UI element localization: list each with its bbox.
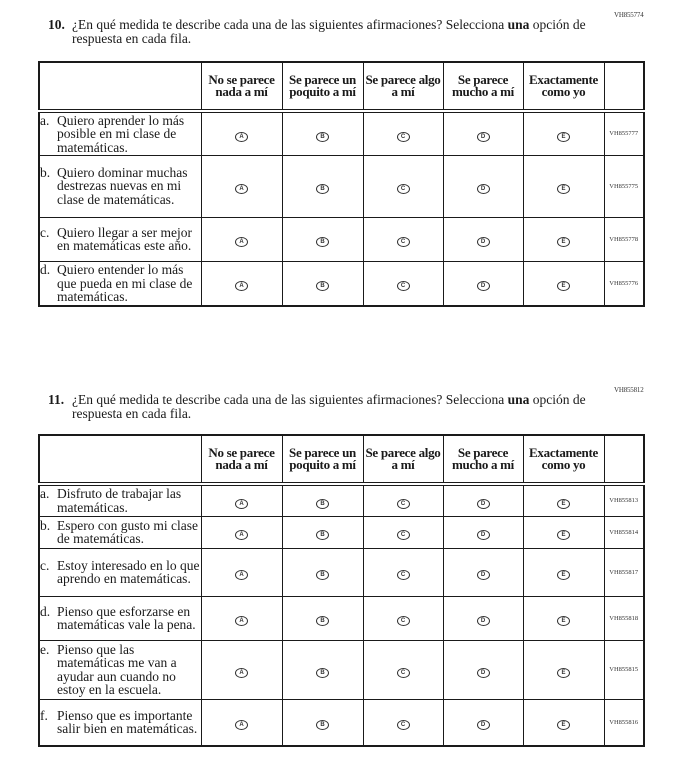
row-label: c. (40, 557, 50, 573)
statement (39, 484, 201, 516)
bubble-a[interactable]: A (235, 281, 248, 291)
table-row (39, 111, 644, 155)
statement (39, 548, 201, 596)
q10-prompt (48, 18, 588, 46)
row-text: Quiero aprender lo más posible en mi clase de matemáticas. (57, 112, 185, 155)
row-item-code: VH855813 (604, 484, 644, 516)
row-text: Pienso que esforzarse en matemáticas vale la pena. (57, 603, 196, 632)
row-item-code: VH855778 (604, 217, 644, 261)
bubble-e[interactable]: E (557, 237, 570, 247)
row-text: Quiero entender lo más que pueda en mi clase de matemáticas. (57, 262, 193, 304)
bubble-c[interactable]: C (397, 132, 410, 142)
q10-header-blank (39, 62, 201, 111)
bubble-a[interactable]: A (235, 570, 248, 580)
bubble-c[interactable]: C (397, 668, 410, 678)
row-text: Pienso que las matemáticas me van a ayudar aun cuando no estoy en la escuela. (57, 641, 177, 697)
statement (39, 155, 201, 217)
q11-header-col-a: No se parece nada a mí (201, 435, 282, 484)
statement (39, 516, 201, 548)
row-label: f. (40, 707, 48, 723)
row-label: a. (40, 112, 50, 128)
bubble-a[interactable]: A (235, 237, 248, 247)
bubble-d[interactable]: D (477, 499, 490, 509)
q11-item-code: VH855812 (614, 386, 644, 394)
bubble-d[interactable]: D (477, 281, 490, 291)
row-label: e. (40, 641, 50, 657)
statement (39, 111, 201, 155)
q10-header-col-a: No se parece nada a mí (201, 62, 282, 111)
row-label: d. (40, 603, 51, 619)
bubble-a[interactable]: A (235, 530, 248, 540)
bubble-b[interactable]: B (316, 530, 329, 540)
q11-prompt (48, 393, 588, 421)
bubble-a[interactable]: A (235, 616, 248, 626)
q10-prompt-emphasis: una (507, 17, 530, 32)
bubble-d[interactable]: D (477, 616, 490, 626)
table-row (39, 155, 644, 217)
bubble-d[interactable]: D (477, 570, 490, 580)
bubble-a[interactable]: A (235, 184, 248, 194)
bubble-a[interactable]: A (235, 499, 248, 509)
q11-prompt-emphasis: una (507, 392, 530, 407)
bubble-e[interactable]: E (557, 530, 570, 540)
row-label: b. (40, 164, 51, 180)
q11-number: 11. (48, 392, 65, 407)
bubble-d[interactable]: D (477, 132, 490, 142)
row-item-code: VH855818 (604, 596, 644, 640)
row-text: Disfruto de trabajar las matemáticas. (57, 486, 182, 515)
row-item-code: VH855815 (604, 640, 644, 699)
bubble-b[interactable]: B (316, 720, 329, 730)
q10-header-col-b: Se parece un poquito a mí (282, 62, 363, 111)
row-item-code: VH855817 (604, 548, 644, 596)
bubble-b[interactable]: B (316, 616, 329, 626)
q10-header-col-c: Se parece algo a mí (363, 62, 443, 111)
bubble-c[interactable]: C (397, 499, 410, 509)
bubble-e[interactable]: E (557, 499, 570, 509)
q10-header-col-d: Se parece mucho a mí (443, 62, 523, 111)
bubble-b[interactable]: B (316, 668, 329, 678)
bubble-c[interactable]: C (397, 184, 410, 194)
row-item-code: VH855814 (604, 516, 644, 548)
q11-header-col-c: Se parece algo a mí (363, 435, 443, 484)
bubble-b[interactable]: B (316, 184, 329, 194)
row-item-code: VH855777 (604, 111, 644, 155)
bubble-e[interactable]: E (557, 132, 570, 142)
table-row (39, 596, 644, 640)
q11-header-code (604, 435, 644, 484)
row-item-code: VH855775 (604, 155, 644, 217)
bubble-c[interactable]: C (397, 570, 410, 580)
q10-response-table (38, 61, 645, 307)
q10-item-code: VH855774 (614, 11, 644, 19)
statement (39, 261, 201, 306)
row-item-code: VH855816 (604, 699, 644, 746)
table-row (39, 484, 644, 516)
row-text: Quiero llegar a ser mejor en matemáticas este año. (57, 224, 192, 253)
statement (39, 699, 201, 746)
q10-prompt-text-end: opción de respuesta en cada fila. (72, 17, 586, 46)
q11-prompt-text-end: opción de respuesta en cada fila. (72, 392, 586, 421)
bubble-c[interactable]: C (397, 237, 410, 247)
q11-response-table (38, 434, 645, 747)
bubble-d[interactable]: D (477, 720, 490, 730)
q10-header-col-e: Exactamente como yo (523, 62, 604, 111)
q10-prompt-text: ¿En qué medida te describe cada una de las siguientes afirmaciones? Selecciona (72, 17, 508, 32)
table-row (39, 640, 644, 699)
bubble-c[interactable]: C (397, 616, 410, 626)
bubble-b[interactable]: B (316, 237, 329, 247)
table-row (39, 548, 644, 596)
table-row (39, 516, 644, 548)
statement (39, 596, 201, 640)
statement (39, 217, 201, 261)
bubble-c[interactable]: C (397, 530, 410, 540)
statement (39, 640, 201, 699)
bubble-a[interactable]: A (235, 132, 248, 142)
bubble-d[interactable]: D (477, 530, 490, 540)
bubble-e[interactable]: E (557, 616, 570, 626)
bubble-e[interactable]: E (557, 570, 570, 580)
bubble-a[interactable]: A (235, 668, 248, 678)
row-label: a. (40, 486, 50, 502)
bubble-b[interactable]: B (316, 570, 329, 580)
row-text: Quiero dominar muchas destrezas nuevas en mi clase de matemáticas. (57, 164, 188, 207)
bubble-d[interactable]: D (477, 668, 490, 678)
q10-header-code (604, 62, 644, 111)
row-label: c. (40, 224, 50, 240)
q11-header-col-d: Se parece mucho a mí (443, 435, 523, 484)
table-row (39, 699, 644, 746)
q10-number: 10. (48, 17, 65, 32)
bubble-c[interactable]: C (397, 720, 410, 730)
q11-header-blank (39, 435, 201, 484)
bubble-d[interactable]: D (477, 237, 490, 247)
q11-prompt-text: ¿En qué medida te describe cada una de las siguientes afirmaciones? Selecciona (72, 392, 508, 407)
bubble-b[interactable]: B (316, 132, 329, 142)
row-label: d. (40, 262, 51, 277)
bubble-c[interactable]: C (397, 281, 410, 291)
row-text: Pienso que es importante salir bien en matemáticas. (57, 707, 198, 737)
q11-header-col-e: Exactamente como yo (523, 435, 604, 484)
row-label: b. (40, 517, 51, 533)
row-text: Espero con gusto mi clase de matemáticas. (57, 517, 198, 546)
bubble-e[interactable]: E (557, 281, 570, 291)
table-row (39, 261, 644, 306)
row-item-code: VH855776 (604, 261, 644, 306)
bubble-b[interactable]: B (316, 499, 329, 509)
q11-header-col-b: Se parece un poquito a mí (282, 435, 363, 484)
bubble-e[interactable]: E (557, 184, 570, 194)
bubble-e[interactable]: E (557, 720, 570, 730)
bubble-e[interactable]: E (557, 668, 570, 678)
bubble-b[interactable]: B (316, 281, 329, 291)
bubble-d[interactable]: D (477, 184, 490, 194)
row-text: Estoy interesado en lo que aprendo en matemáticas. (57, 557, 200, 586)
table-row (39, 217, 644, 261)
bubble-a[interactable]: A (235, 720, 248, 730)
